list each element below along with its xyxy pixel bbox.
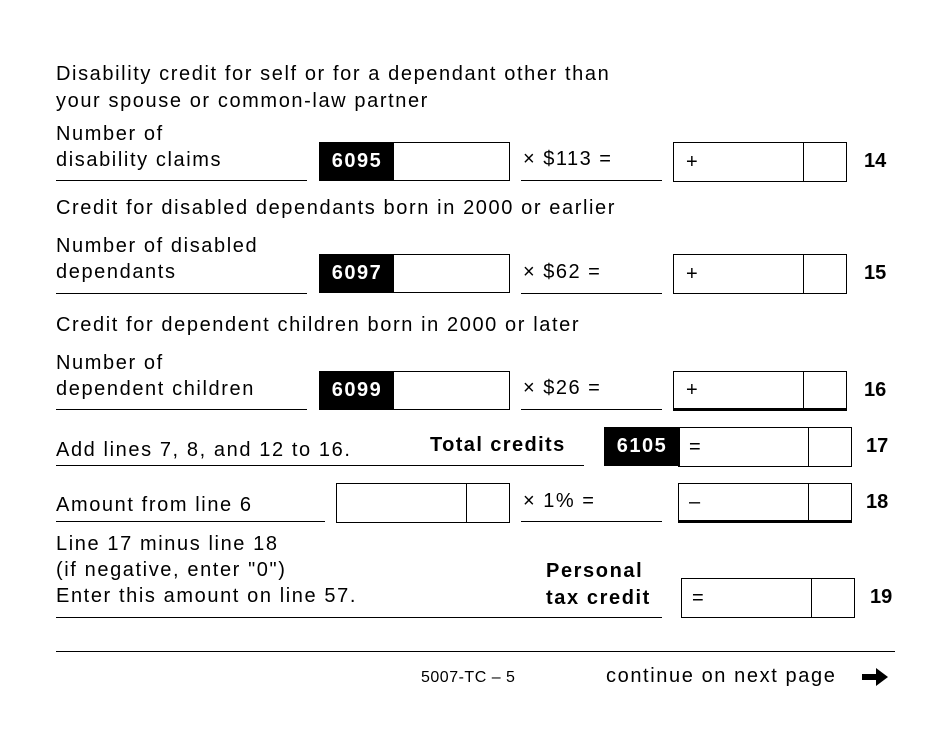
arrow-right-icon [860,665,890,689]
line-6-cents[interactable] [467,484,509,522]
line-6-amount-input[interactable] [336,483,510,523]
continue-text: continue on next page [606,665,837,687]
disability-claims-input[interactable] [393,142,510,181]
footer-divider [56,651,895,652]
plus-sign: + [686,150,698,173]
plus-sign: + [686,262,698,285]
label-underline [56,293,307,294]
total-credits-title: Total credits [430,434,566,456]
personal-title-1: Personal [546,560,644,582]
line-15-cents[interactable] [804,255,846,293]
multiplier-underline [521,180,662,181]
disabled-dependants-multiplier: × $62 = [523,261,602,283]
equals-sign: = [692,586,704,609]
total-underline [56,465,584,466]
disability-multiplier: × $113 = [523,148,613,170]
code-6105: 6105 [604,427,680,466]
dependent-children-label-1: Number of [56,352,164,374]
line-18-cents[interactable] [809,484,851,520]
disabled-dependants-heading: Credit for disabled dependants born in 2000 or earlier [56,197,617,219]
line-number-15: 15 [864,262,887,284]
line-17-cents[interactable] [809,428,851,466]
label-underline [56,409,307,410]
line-number-17: 17 [866,435,889,457]
label-underline [56,180,307,181]
code-6099: 6099 [319,371,395,410]
dependent-children-multiplier: × $26 = [523,377,602,399]
line-19-cents[interactable] [812,579,854,617]
disabled-dependants-input[interactable] [393,254,510,293]
personal-title-2: tax credit [546,587,651,609]
line-number-18: 18 [866,491,889,513]
personal-instruction-3: Enter this amount on line 57. [56,585,357,607]
disability-claims-label-1: Number of [56,123,164,145]
multiplier-underline [521,293,662,294]
line-6-label: Amount from line 6 [56,494,253,516]
dependent-children-label-2: dependent children [56,378,255,400]
line-14-amount[interactable] [673,142,847,182]
code-6095: 6095 [319,142,395,181]
disability-claims-label-2: disability claims [56,149,223,171]
line-number-16: 16 [864,379,887,401]
line-14-cents[interactable] [804,143,846,181]
line-16-cents[interactable] [804,372,846,408]
dependent-children-heading: Credit for dependent children born in 2000 or later [56,314,581,336]
line-19-amount[interactable] [681,578,855,618]
line-number-19: 19 [870,586,893,608]
label-underline [56,521,325,522]
multiplier-underline [521,409,662,410]
disabled-dependants-label-1: Number of disabled [56,235,259,257]
multiplier-underline [521,521,662,522]
code-6097: 6097 [319,254,395,293]
section-heading-line-2: your spouse or common-law partner [56,90,429,112]
personal-underline [56,617,662,618]
line-18-amount[interactable] [678,483,852,523]
line-15-amount[interactable] [673,254,847,294]
minus-sign: – [689,490,701,513]
personal-instruction-1: Line 17 minus line 18 [56,533,279,555]
line-number-14: 14 [864,150,887,172]
line-16-amount[interactable] [673,371,847,411]
form-identifier: 5007-TC – 5 [421,669,516,686]
dependent-children-input[interactable] [393,371,510,410]
disabled-dependants-label-2: dependants [56,261,177,283]
equals-sign: = [689,435,701,458]
line-17-amount[interactable] [678,427,852,467]
personal-instruction-2: (if negative, enter "0") [56,559,287,581]
plus-sign: + [686,378,698,401]
section-heading-line-1: Disability credit for self or for a dependant other than [56,63,611,85]
total-instruction: Add lines 7, 8, and 12 to 16. [56,439,352,461]
line-6-multiplier: × 1% = [523,490,596,512]
